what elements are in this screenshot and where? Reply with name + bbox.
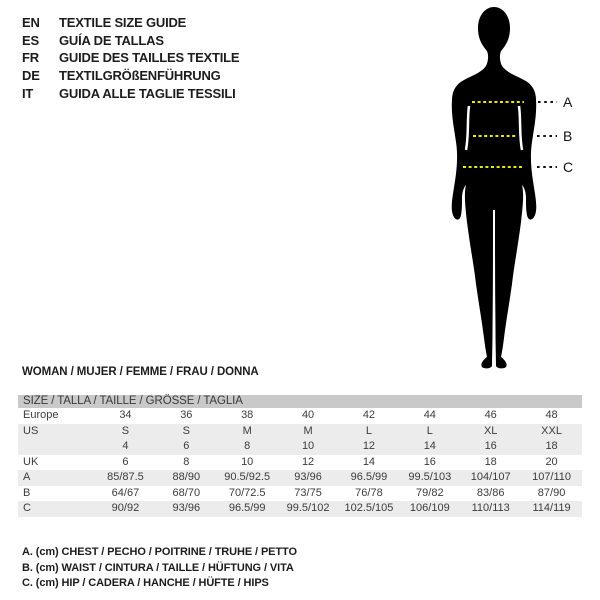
language-row (22, 67, 239, 85)
language-row (22, 32, 239, 50)
table-cell: 6 (183, 440, 190, 452)
language-title: GUIDA ALLE TAGLIE TESSILI (59, 85, 236, 101)
table-cell: 4 (122, 440, 129, 452)
table-cell: 99.5/102 (286, 502, 330, 514)
table-cell: 99.5/103 (408, 471, 452, 483)
table-cell: 96.5/99 (228, 502, 266, 514)
language-row (22, 84, 239, 102)
table-cell: 90/92 (111, 502, 140, 514)
table-cell: 106/109 (409, 502, 450, 514)
marker-label-b: B (563, 128, 573, 144)
table-row (18, 439, 582, 455)
legend-line: B. (cm) WAIST / CINTURA / TAILLE / HÜFTUNG / VITA (22, 561, 294, 574)
marker-label-a: A (563, 94, 573, 110)
row-label: C (23, 502, 31, 514)
language-code: FR (22, 50, 39, 66)
table-cell: 36 (180, 409, 193, 421)
table-cell: S (121, 424, 130, 437)
language-title: TEXTILGRÖßENFÜHRUNG (59, 68, 221, 84)
row-label (18, 439, 95, 455)
size-table (18, 395, 582, 517)
table-cell: 40 (301, 409, 315, 421)
table-cell: 73/75 (294, 486, 322, 499)
table-header: SIZE / TALLA / TAILLE / GRÖSSE / TAGLIA (18, 395, 582, 408)
language-title: TEXTILE SIZE GUIDE (59, 15, 187, 31)
table-cell: 107/110 (532, 471, 572, 483)
table-cell: S (182, 424, 190, 437)
language-row (22, 49, 239, 67)
table-cell: 8 (183, 455, 190, 468)
table-cell: M (242, 424, 252, 437)
table-cell: 87/90 (537, 486, 566, 499)
size-figure (400, 0, 600, 382)
language-title: GUIDE DES TAILLES TEXTILE (59, 50, 240, 66)
measure-legend (22, 545, 297, 592)
table-row (18, 501, 582, 517)
row-label: US (23, 424, 39, 437)
table-cell: 68/70 (172, 486, 201, 499)
table-header-row (18, 395, 582, 408)
table-cell: 6 (122, 455, 129, 468)
table-cell: 70/72.5 (228, 486, 266, 499)
table-cell: 16 (423, 455, 436, 468)
table-cell: 90.5/92.5 (224, 471, 271, 483)
table-cell: 110/113 (471, 502, 510, 514)
table-cell: 79/82 (416, 486, 444, 499)
table-cell: 10 (301, 440, 315, 452)
table-row (18, 455, 582, 471)
table-cell: 16 (484, 440, 497, 452)
language-title: GUÍA DE TALLAS (59, 32, 164, 48)
legend-line: A. (cm) CHEST / PECHO / POITRINE / TRUHE / PETTO (22, 546, 297, 558)
table-cell: XXL (541, 424, 562, 437)
table-cell: 14 (423, 440, 436, 452)
row-label: B (23, 486, 31, 499)
table-cell: 44 (423, 409, 436, 421)
table-cell: M (303, 424, 313, 437)
table-cell: 88/90 (172, 471, 201, 483)
woman-silhouette (400, 0, 600, 382)
row-label: A (23, 471, 31, 483)
table-cell: 20 (545, 455, 558, 468)
table-cell: 96.5/99 (350, 471, 388, 483)
table-cell: 12 (301, 455, 315, 468)
marker-label-c: C (563, 159, 574, 175)
table-cell: L (365, 424, 372, 437)
table-cell: 14 (362, 455, 376, 468)
table-cell: 64/67 (111, 486, 140, 499)
table-cell: 42 (362, 409, 376, 421)
language-code: IT (22, 85, 34, 101)
table-cell: 18 (545, 440, 558, 452)
table-cell: 104/107 (470, 471, 511, 483)
row-label: UK (23, 455, 39, 468)
table-row (18, 470, 582, 486)
table-cell: 76/78 (355, 486, 383, 499)
language-code: EN (22, 15, 40, 31)
table-cell: 18 (484, 455, 497, 468)
table-cell: 85/87.5 (107, 471, 144, 483)
table-row (18, 408, 582, 424)
table-cell: 102.5/105 (344, 502, 394, 514)
section-title: WOMAN / MUJER / FEMME / FRAU / DONNA (22, 366, 259, 378)
table-row (18, 424, 582, 440)
table-cell: 8 (244, 440, 251, 452)
table-cell: 38 (241, 409, 254, 421)
table-cell: 10 (241, 455, 254, 468)
language-row (22, 14, 239, 32)
table-cell: 12 (362, 440, 376, 452)
table-cell: 93/96 (294, 471, 322, 483)
language-list (22, 14, 239, 102)
language-code: DE (22, 68, 40, 84)
language-code: ES (22, 32, 39, 48)
table-cell: 46 (484, 409, 497, 421)
table-cell: 114/119 (532, 502, 571, 514)
table-cell: 34 (119, 409, 132, 421)
table-cell: 83/86 (476, 486, 505, 499)
legend-line: C. (cm) HIP / CADERA / HANCHE / HÜFTE / HIPS (22, 577, 269, 590)
table-row (18, 486, 582, 502)
row-label: Europe (23, 409, 59, 421)
table-cell: XL (483, 424, 498, 437)
table-cell: 93/96 (172, 502, 201, 514)
table-cell: L (426, 424, 433, 437)
table-cell: 48 (545, 409, 558, 421)
